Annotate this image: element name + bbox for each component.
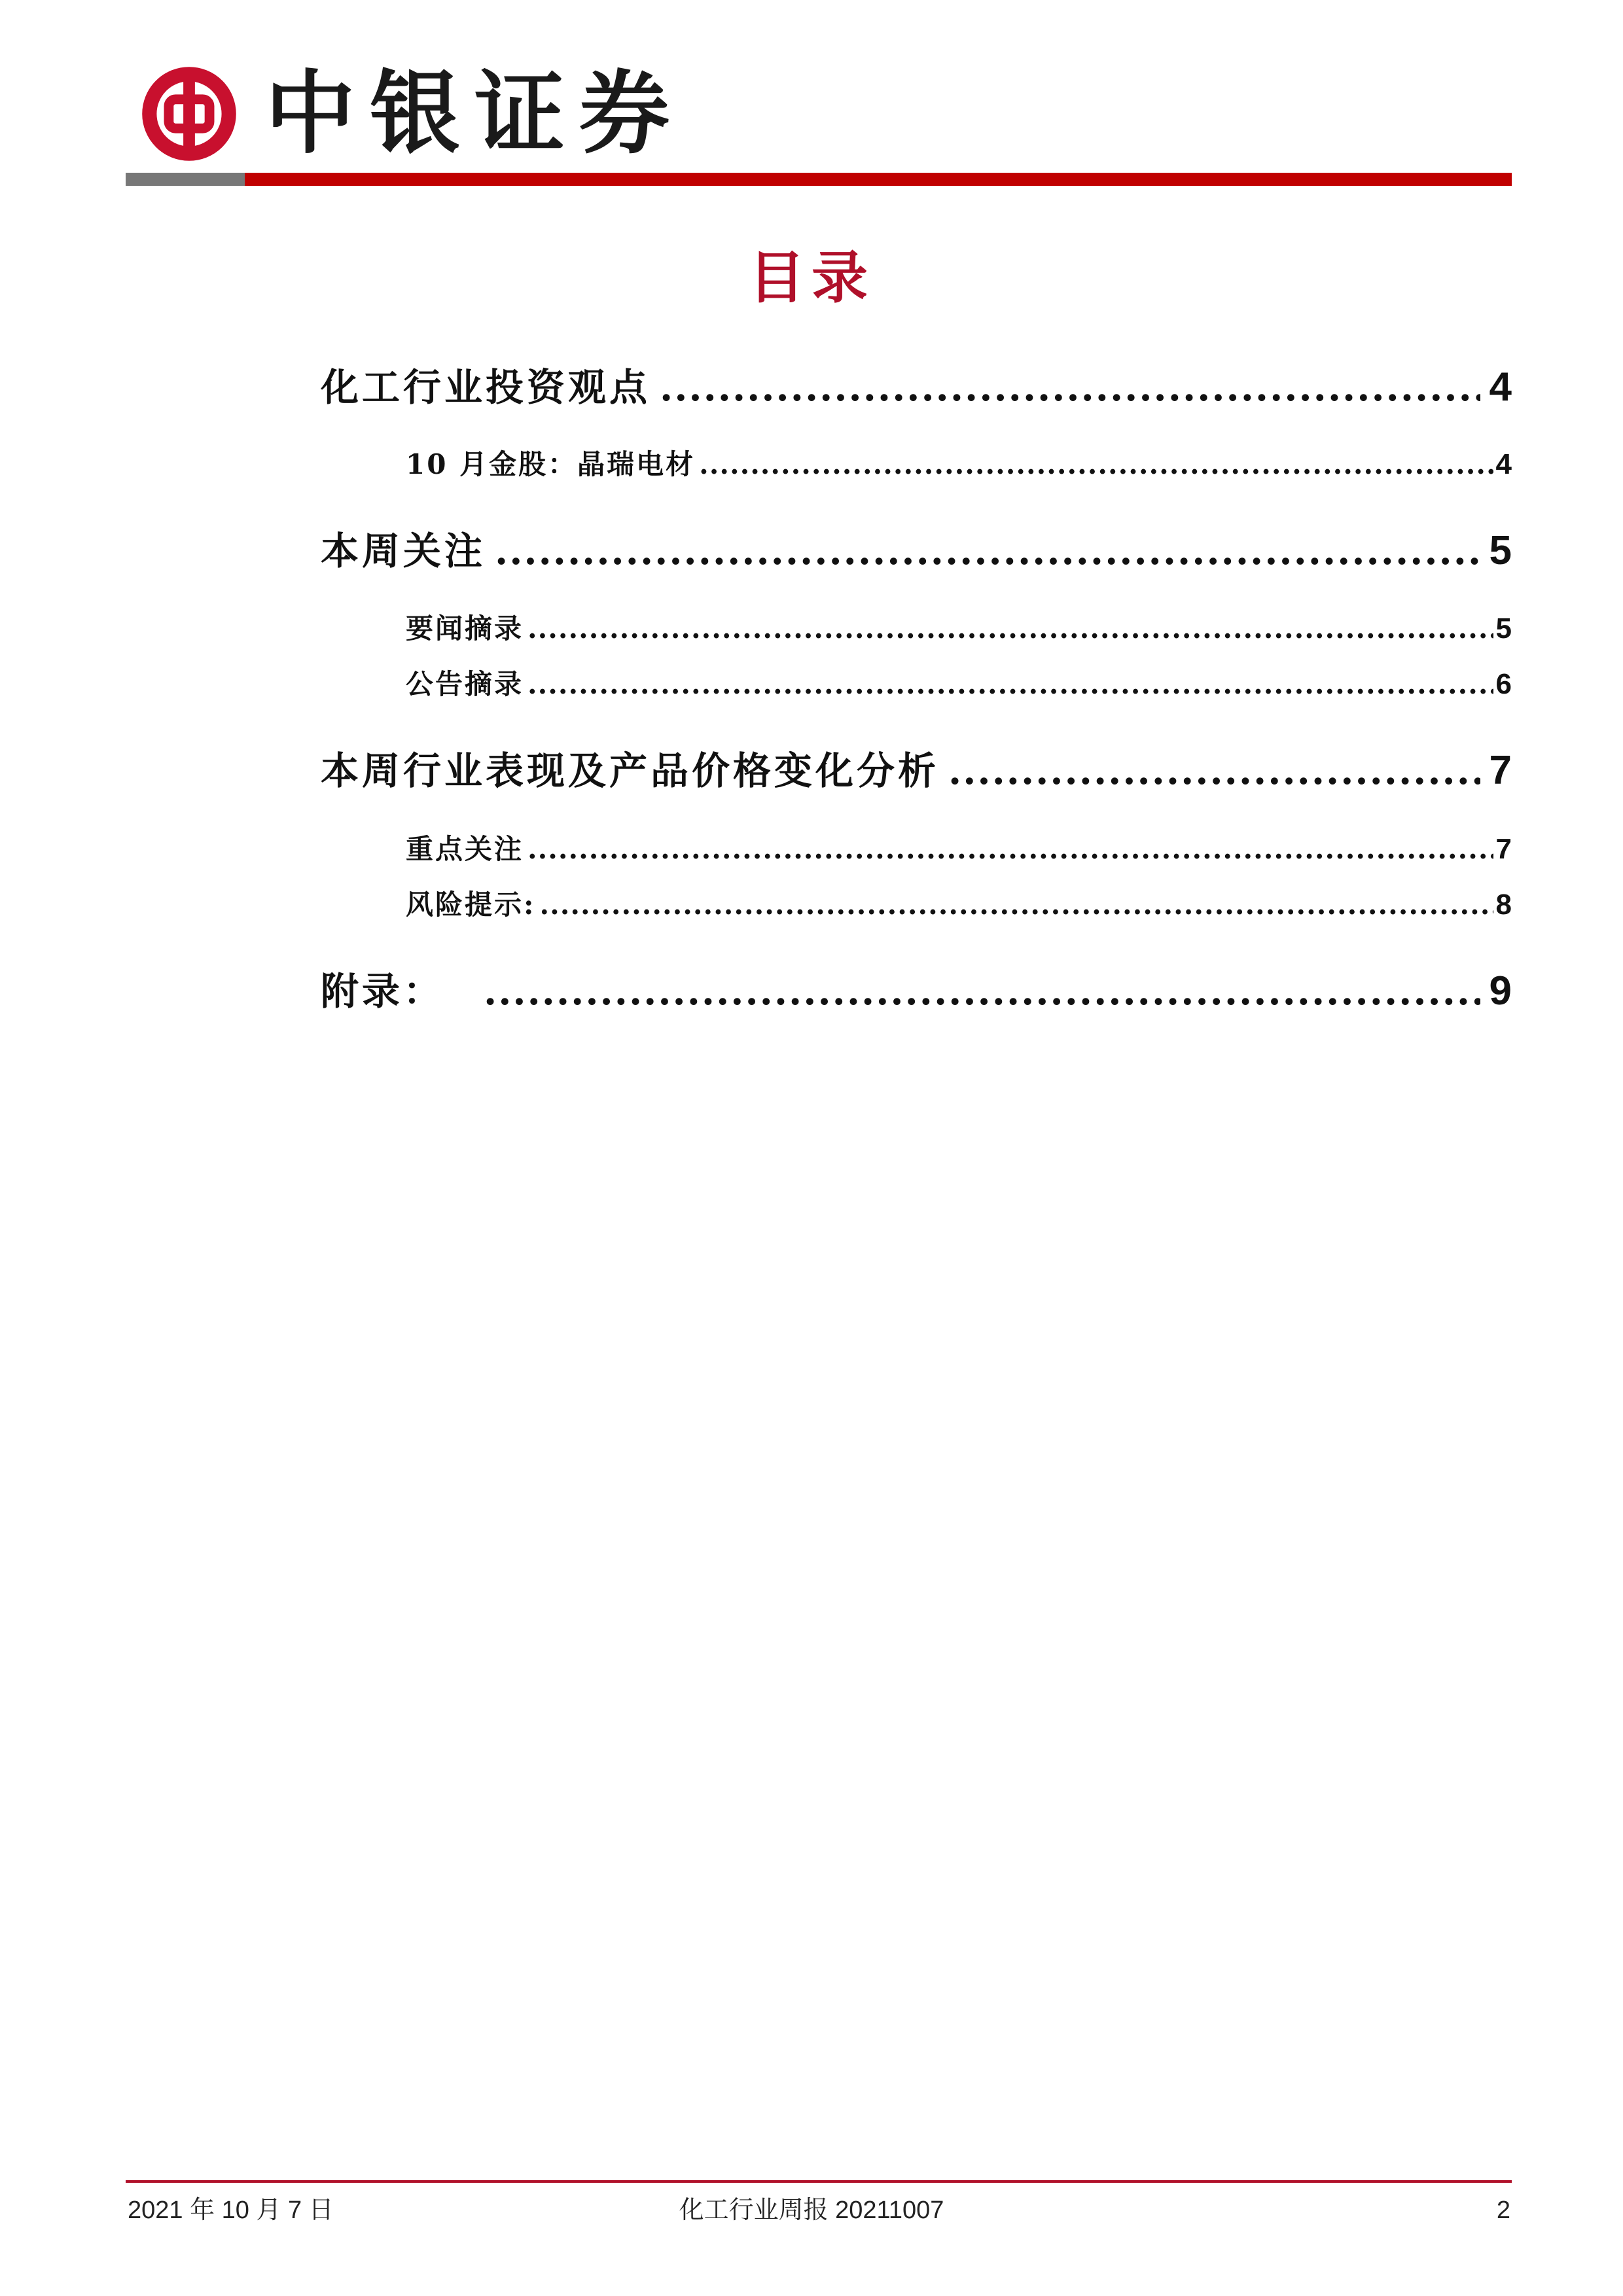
toc-entry[interactable] xyxy=(321,357,1512,409)
toc-entry-page: 5 xyxy=(1495,612,1512,645)
bank-of-china-logo-icon xyxy=(141,65,238,162)
toc-leader-dots xyxy=(699,448,1493,480)
toc-entry-page: 7 xyxy=(1495,833,1512,865)
header-rule-red xyxy=(245,173,1512,186)
toc-entry[interactable] xyxy=(406,607,1512,646)
toc-leader-dots xyxy=(527,668,1493,700)
toc-entry[interactable] xyxy=(406,443,1512,482)
toc-entry[interactable] xyxy=(406,828,1512,867)
toc-entry[interactable] xyxy=(321,520,1512,573)
toc-leader-dots xyxy=(484,969,1480,1014)
toc-entry-label: 风险提示: xyxy=(406,889,536,921)
toc-entry-label: 重点关注 xyxy=(406,833,524,865)
toc-leader-dots xyxy=(948,749,1480,793)
page-header xyxy=(0,0,1623,190)
toc-entry-label: 要闻摘录 xyxy=(406,612,524,645)
toc-title: 目录 xyxy=(749,245,874,311)
toc-leader-dots xyxy=(527,833,1493,865)
footer-date: 2021 年 10 月 7 日 xyxy=(128,2197,334,2224)
header-rule-gray xyxy=(126,173,245,186)
toc-entry-page: 4 xyxy=(1489,364,1512,410)
toc-entry-label: 10 月金股：晶瑞电材 xyxy=(406,448,696,480)
toc-entry-page: 8 xyxy=(1495,889,1512,921)
toc-entry-page: 5 xyxy=(1489,528,1512,573)
toc-entry-page: 7 xyxy=(1489,748,1512,793)
brand-name: 中银证券 xyxy=(265,60,685,166)
toc-entry-label: 本周行业表现及产品价格变化分析 xyxy=(321,749,940,793)
toc-entry[interactable] xyxy=(406,663,1512,702)
toc-entry-page: 9 xyxy=(1489,968,1512,1014)
toc-leader-dots xyxy=(495,529,1480,573)
footer-rule xyxy=(126,2180,1512,2183)
toc-entry[interactable] xyxy=(406,883,1512,923)
toc-leader-dots xyxy=(540,889,1493,921)
toc-entry[interactable] xyxy=(321,961,1512,1013)
toc-entry[interactable] xyxy=(321,740,1512,792)
toc-entry-label: 公告摘录 xyxy=(406,668,524,700)
footer-report-name: 化工行业周报 20211007 xyxy=(679,2197,944,2224)
toc-entry-page: 6 xyxy=(1495,668,1512,700)
toc-leader-dots xyxy=(660,365,1480,410)
toc-entry-label: 本周关注 xyxy=(321,529,486,573)
footer-page-number: 2 xyxy=(1496,2197,1510,2224)
toc-leader-dots xyxy=(527,612,1493,645)
toc-entry-page: 4 xyxy=(1495,448,1512,480)
toc-entry-label: 附录： xyxy=(321,969,445,1014)
toc-entry-label: 化工行业投资观点 xyxy=(321,365,651,410)
